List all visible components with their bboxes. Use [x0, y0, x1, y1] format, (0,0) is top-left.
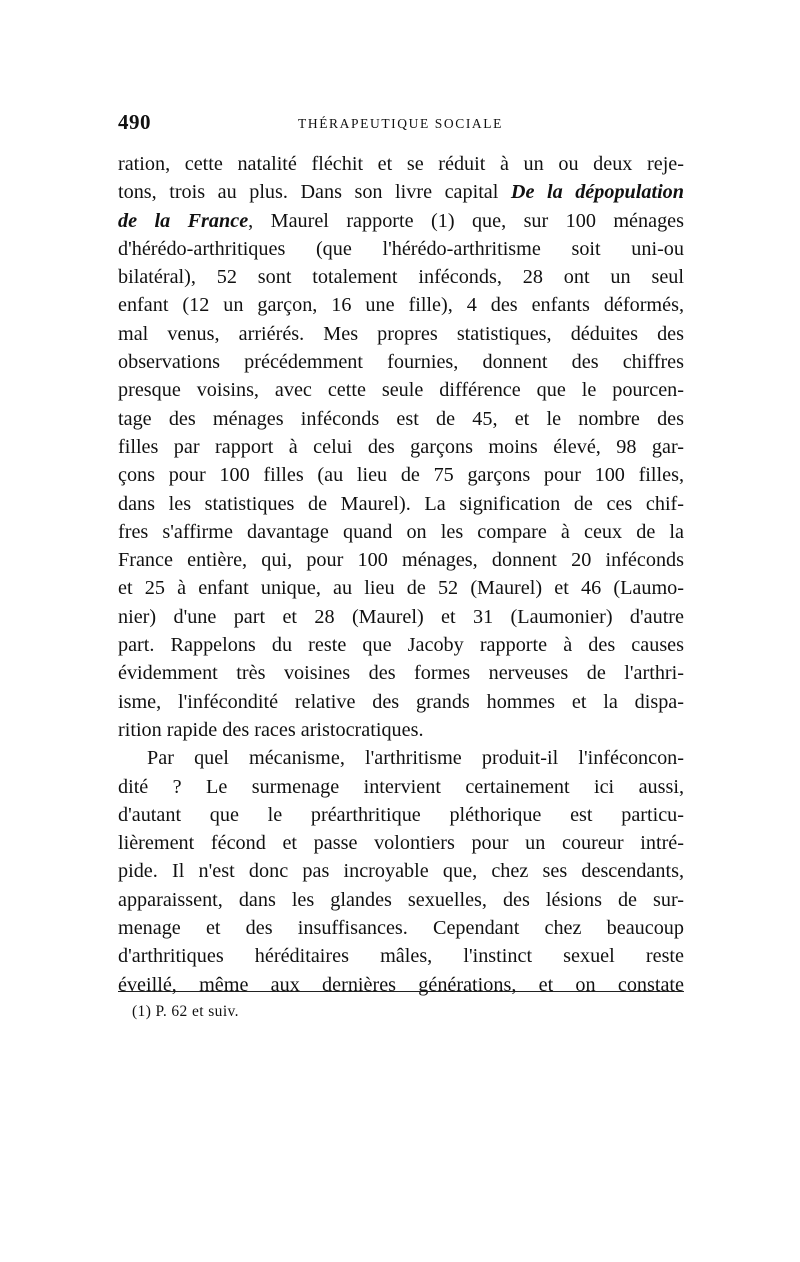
- page-number: 490: [118, 110, 151, 134]
- text-line: mal venus, arriérés. Mes propres statistiques, déduites des: [118, 322, 684, 345]
- text-line: et 25 à enfant unique, au lieu de 52 (Maurel) et 46 (Laumo-: [118, 577, 684, 600]
- body-text: [118, 150, 684, 999]
- text-line: [118, 178, 684, 206]
- text-line: pide. Il n'est donc pas incroyable que, chez ses descendants,: [118, 860, 684, 883]
- text-line: isme, l'infécondité relative des grands hommes et la dispa-: [118, 690, 684, 713]
- text-line: fres s'affirme davantage quand on les compare à ceux de la: [118, 520, 684, 543]
- text-line: menage et des insuffisances. Cependant chez beaucoup: [118, 917, 684, 940]
- text-line: apparaissent, dans les glandes sexuelles, des lésions de sur-: [118, 888, 684, 911]
- text-line: dité ? Le surmenage intervient certainement ici aussi,: [118, 775, 684, 798]
- text-line: évidemment très voisines des formes nerveuses de l'arthri-: [118, 662, 684, 685]
- book-title: de la France: [118, 209, 249, 232]
- page-header: [118, 110, 683, 140]
- text-line: éveillé, même aux dernières générations, et on constate: [118, 973, 684, 996]
- footnote: (1) P. 62 et suiv.: [132, 1003, 239, 1020]
- text-line: France entière, qui, pour 100 ménages, donnent 20 inféconds: [118, 549, 684, 572]
- text-line: nier) d'une part et 28 (Maurel) et 31 (Laumonier) d'autre: [118, 605, 684, 628]
- text-line: enfant (12 un garçon, 16 une fille), 4 des enfants déformés,: [118, 294, 684, 317]
- text-line: observations précédemment fournies, donnent des chiffres: [118, 351, 684, 374]
- text-span: tons, trois au plus. Dans son livre capital: [118, 181, 511, 204]
- text-line: ration, cette natalité fléchit et se réduit à un ou deux reje-: [118, 153, 684, 175]
- footnote-divider: [118, 991, 684, 992]
- text-line: dans les statistiques de Maurel). La signification de ces chif-: [118, 492, 684, 515]
- text-line: presque voisins, avec cette seule différence que le pourcen-: [118, 379, 684, 402]
- text-line: tage des ménages inféconds est de 45, et le nombre des: [118, 407, 684, 430]
- text-line: d'hérédo-arthritiques (que l'hérédo-arthritisme soit uni-ou: [118, 237, 684, 260]
- text-line: lièrement fécond et passe volontiers pour un coureur intré-: [118, 832, 684, 855]
- paragraph-start-line: Par quel mécanisme, l'arthritisme produit-il l'inféconcon-: [147, 747, 684, 770]
- text-line: çons pour 100 filles (au lieu de 75 garçons pour 100 filles,: [118, 464, 684, 487]
- paragraph-end-line: rition rapide des races aristocratiques.: [118, 718, 424, 741]
- text-line: filles par rapport à celui des garçons moins élevé, 98 gar-: [118, 435, 684, 458]
- text-line: d'arthritiques héréditaires mâles, l'instinct sexuel reste: [118, 945, 684, 968]
- running-title: THÉRAPEUTIQUE SOCIALE: [298, 116, 503, 131]
- text-line: bilatéral), 52 sont totalement inféconds, 28 ont un seul: [118, 266, 684, 289]
- text-span: , Maurel rapporte (1) que, sur 100 ménages: [248, 209, 684, 232]
- text-line: d'autant que le préarthritique pléthorique est particu-: [118, 803, 684, 826]
- text-line: part. Rappelons du reste que Jacoby rapporte à des causes: [118, 634, 684, 657]
- book-title: De la dépopulation: [510, 181, 684, 204]
- text-line: [118, 207, 684, 235]
